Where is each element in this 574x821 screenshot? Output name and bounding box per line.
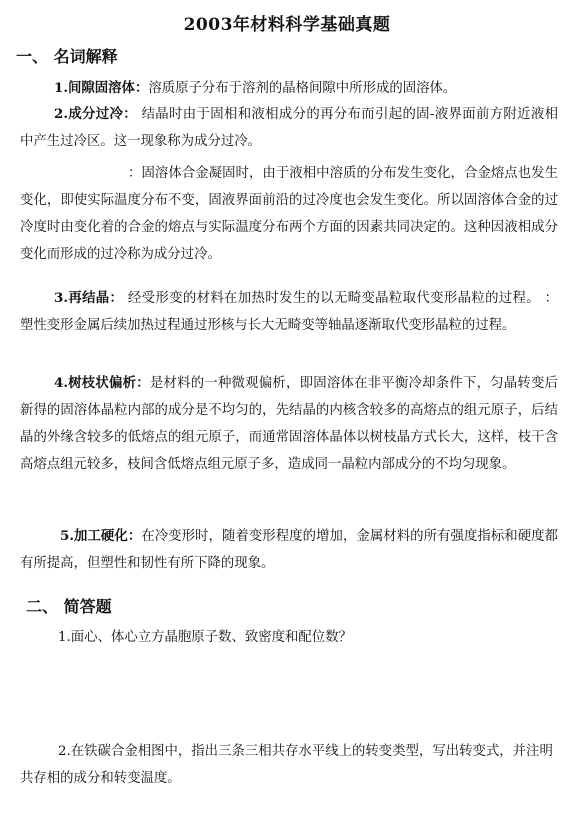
- definition-3: [20, 285, 558, 339]
- definition-sep: ：: [109, 290, 124, 306]
- question-2: 2.在铁碳合金相图中，指出三条三相共存水平线上的转变类型，写出转变式，并注明共存相的成分和转变温度。: [20, 744, 553, 786]
- definition-4: [20, 370, 558, 478]
- definition-text: 溶质原子分布于溶剂的晶格间隙中所形成的固溶体。: [148, 81, 457, 96]
- definition-1: [20, 75, 558, 102]
- question-1: 1.面心、体心立方晶胞原子数、致密度和配位数？: [58, 630, 352, 645]
- definition-2: [20, 101, 558, 155]
- definition-text: 结晶时由于固相和液相成分的再分布而引起的固-液界面前方附近液相中产生过冷区。这一现象称为成分过冷。: [20, 107, 559, 149]
- definition-term: 4.树枝状偏析: [54, 375, 137, 391]
- definition-extra-text: ：固溶体合金凝固时，由于液相中溶质的分布发生变化，合金熔点也发生变化，即使实际温度分布不变，固液界面前沿的过冷度也会发生变化。所以固溶体合金的过冷度时由变化着的合金的熔点与实际温度分布两个方面的因素共同决定的。这种因液相成分变化而形成的过冷称为成分过冷。: [20, 166, 558, 262]
- definition-sep: ：: [136, 375, 150, 391]
- definition-term: 5.加工硬化: [60, 528, 128, 544]
- definition-sep: ：: [123, 106, 137, 122]
- definition-text: 是材料的一种微观偏析，即固溶体在非平衡冷却条件下，匀晶转变后新得的固溶体晶粒内部的成分是不均匀的，先结晶的内核含较多的高熔点的组元原子，后结晶的外缘含较多的低熔点的组元原子，而通常固溶体晶体以树枝晶方式长大，这样，枝干含高熔点组元较多，枝间含低熔点组元原子多，造成同一晶粒内部成分的不均匀现象。: [20, 376, 559, 472]
- definition-text: 在冷变形时，随着变形程度的增加，金属材料的所有强度指标和硬度都有所提高，但塑性和韧性有所下降的现象。: [20, 529, 559, 571]
- definition-sep: ：: [134, 80, 149, 96]
- definition-term: 3.再结晶: [54, 290, 110, 306]
- section-heading-2: 二、 简答题: [26, 597, 112, 616]
- definition-text: 经受形变的材料在加热时发生的以无畸变晶粒取代变形晶粒的过程。 ：塑性变形金属后续加热过程通过形核与长大无畸变等轴晶逐渐取代变形晶粒的过程。: [20, 291, 559, 333]
- section-heading-1: 一、 名词解释: [16, 47, 118, 66]
- definition-term: 2.成分过冷: [54, 106, 124, 122]
- definition-sep: ：: [127, 528, 142, 544]
- definition-5: [20, 523, 558, 577]
- definition-term: 1.间隙固溶体: [54, 80, 135, 96]
- page-title: 2003年材料科学基础真题: [183, 15, 391, 35]
- definition-2-extra: [20, 160, 558, 268]
